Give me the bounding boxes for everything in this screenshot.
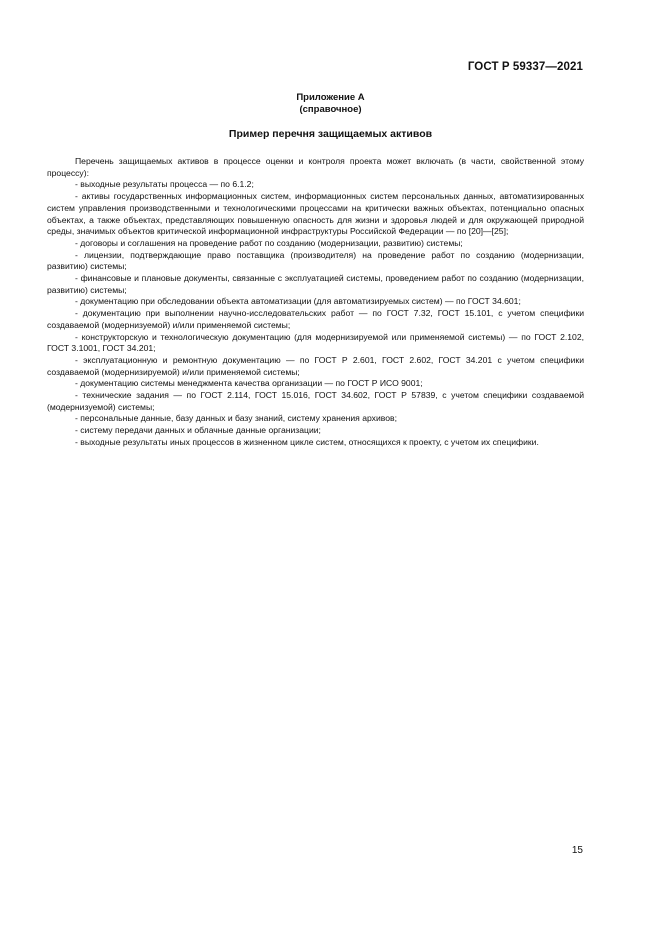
annex-title: Приложение А	[296, 92, 365, 103]
list-item: - документацию системы менеджмента качества организации — по ГОСТ Р ИСО 9001;	[75, 378, 423, 389]
list-item: - лицензии, подтверждающие право поставщика (производителя) на проведение работ по созданию (модернизации, развитию) системы;	[47, 249, 584, 272]
annex-heading	[0, 92, 661, 116]
list-item: - выходные результаты процесса — по 6.1.2;	[75, 179, 254, 190]
list-item: - персональные данные, базу данных и базу знаний, систему хранения архивов;	[75, 413, 397, 424]
body-text	[47, 156, 584, 449]
list-item: - активы государственных информационных систем, информационных систем персональных данных, автоматизированных систем управления производственными и технологическими процессами на критически важных объектах, потенциально опасных объектах, а также объектах, представляющих повышенную опасность для жизни и здоровья людей и для окружающей природной среды, значимых объектов критической информационной инфраструктуры Российской Федерации — по [20]—[25];	[47, 191, 584, 237]
list-item: - договоры и соглашения на проведение работ по созданию (модернизации, развитию) системы;	[75, 237, 463, 248]
document-code: ГОСТ Р 59337—2021	[467, 61, 583, 73]
list-item: - эксплуатационную и ремонтную документацию — по ГОСТ Р 2.601, ГОСТ 2.602, ГОСТ 34.201 с учетом специфики создаваемой (модернизируемой) и/или применяемой системы;	[47, 354, 584, 377]
list-item: - документацию при обследовании объекта автоматизации (для автоматизируемых систем) — по ГОСТ 34.601;	[75, 296, 521, 307]
annex-subtitle: (справочное)	[299, 104, 362, 115]
paragraph-intro: Перечень защищаемых активов в процессе оценки и контроля проекта может включать (в части, свойственной этому процессу):	[47, 156, 584, 178]
page-number: 15	[571, 845, 583, 856]
list-item: - систему передачи данных и облачные данные организации;	[75, 425, 321, 436]
list-item: - конструкторскую и технологическую документацию (для модернизируемой или применяемой системы) — по ГОСТ 2.102, ГОСТ 3.1001, ГОСТ 34.201;	[47, 331, 584, 354]
list-item: - выходные результаты иных процессов в жизненном цикле систем, относящихся к проекту, с учетом их специфики.	[75, 436, 539, 447]
list-item: - технические задания — по ГОСТ 2.114, ГОСТ 15.016, ГОСТ 34.602, ГОСТ Р 57839, с учетом специфики создаваемой (модернизуемой) системы;	[47, 390, 584, 412]
list-item: - финансовые и плановые документы, связанные с эксплуатацией системы, проведением работ по созданию (модернизации, развитию) системы;	[47, 273, 584, 295]
list-item: - документацию при выполнении научно-исследовательских работ — по ГОСТ 7.32, ГОСТ 15.101, с учетом специфики создаваемой (модернизуемой) и/или применяемой системы;	[47, 308, 584, 330]
section-title: Пример перечня защищаемых активов	[228, 128, 433, 140]
